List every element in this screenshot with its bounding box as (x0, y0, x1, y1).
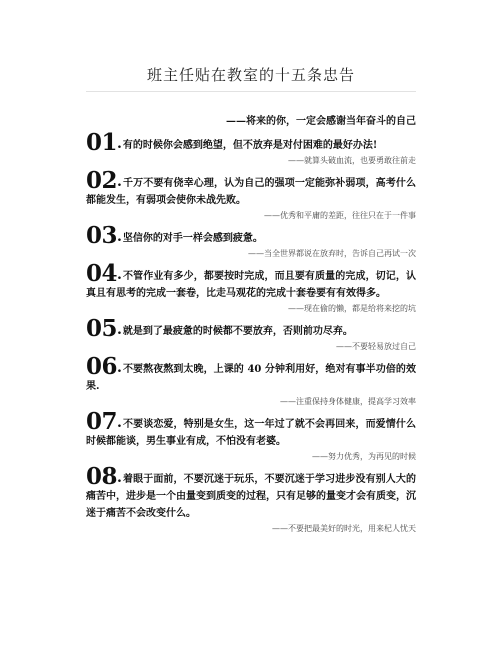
advice-item (86, 129, 416, 168)
page-title: 班主任贴在教室的十五条忠告 (146, 66, 355, 84)
advice-item (86, 315, 416, 354)
advice-quote: ——努力优秀，为再见的时候 (312, 452, 416, 461)
advice-text (86, 353, 416, 395)
advice-number: 04 (86, 260, 118, 287)
advice-list (86, 129, 416, 540)
advice-item (86, 463, 416, 536)
advice-quote: ——就算头破血流，也要勇敢往前走 (288, 156, 416, 165)
advice-item (86, 167, 416, 223)
advice-body: 不管作业有多少，都要按时完成，而且要有质量的完成，切记，认真且有思考的完成一套卷，比走马观花的完成十套卷要有有效得多。 (86, 271, 416, 299)
advice-body: 就是到了最疲惫的时候都不要放弃，否则前功尽弃。 (122, 326, 353, 337)
advice-quote: ——不要轻易放过自己 (336, 342, 416, 351)
advice-quote: ——注重保持身体健康，提高学习效率 (280, 397, 416, 406)
advice-number: 08 (86, 463, 118, 490)
advice-text (86, 315, 416, 342)
number-separator: . (117, 470, 122, 486)
advice-number: 02 (86, 167, 118, 194)
advice-number: 01 (86, 129, 118, 156)
advice-body: 有的时候你会感到绝望，但不放弃是对付困难的最好办法! (122, 140, 378, 151)
number-separator: . (117, 415, 122, 431)
advice-text (86, 222, 416, 249)
number-separator: . (117, 267, 122, 283)
advice-body: 不要熬夜熬到太晚，上课的 40 分钟利用好，绝对有事半功倍的效果. (86, 364, 416, 392)
advice-number: 03 (86, 222, 118, 249)
number-separator: . (117, 229, 122, 245)
advice-number: 07 (86, 408, 118, 435)
advice-body: 不要谈恋爱，特别是女生，这一年过了就不会再回来，而爱情什么时候都能谈，男生事业有成，不怕没有老婆。 (86, 419, 416, 447)
advice-text (86, 260, 416, 302)
advice-quote: ——优秀和平庸的差距，往往只在于一件事 (264, 211, 416, 220)
advice-item (86, 260, 416, 316)
advice-quote: ——当全世界都说在放弃时，告诉自己再试一次 (248, 249, 416, 258)
advice-item (86, 408, 416, 464)
advice-number: 05 (86, 315, 118, 342)
advice-item (86, 353, 416, 409)
number-separator: . (117, 174, 122, 190)
advice-text (86, 463, 416, 522)
advice-body: 着眼于面前，不要沉迷于玩乐，不要沉迷于学习进步没有别人大的痛苦中，进步是一个由量变到质变的过程，只有足够的量变才会有质变，沉迷于痛苦不会改变什么。 (86, 474, 416, 519)
advice-text (86, 167, 416, 209)
advice-item (86, 222, 416, 261)
advice-quote: ——不要把最美好的时光，用来杞人忧天 (272, 524, 416, 533)
advice-text (86, 129, 416, 156)
advice-text (86, 408, 416, 450)
number-separator: . (117, 322, 122, 338)
number-separator: . (117, 136, 122, 152)
advice-body: 坚信你的对手一样会感到疲惫。 (122, 233, 263, 244)
advice-body: 千万不要有侥幸心理，认为自己的强项一定能弥补弱项，高考什么都能发生，有弱项会使你未战先败。 (86, 178, 416, 206)
title-divider (86, 91, 416, 92)
number-separator: . (117, 360, 122, 376)
advice-number: 06 (86, 353, 118, 380)
page-subtitle: ——将来的你，一定会感谢当年奋斗的自己 (226, 116, 416, 127)
advice-quote: ——现在偷的懒，都是给将来挖的坑 (288, 304, 416, 313)
